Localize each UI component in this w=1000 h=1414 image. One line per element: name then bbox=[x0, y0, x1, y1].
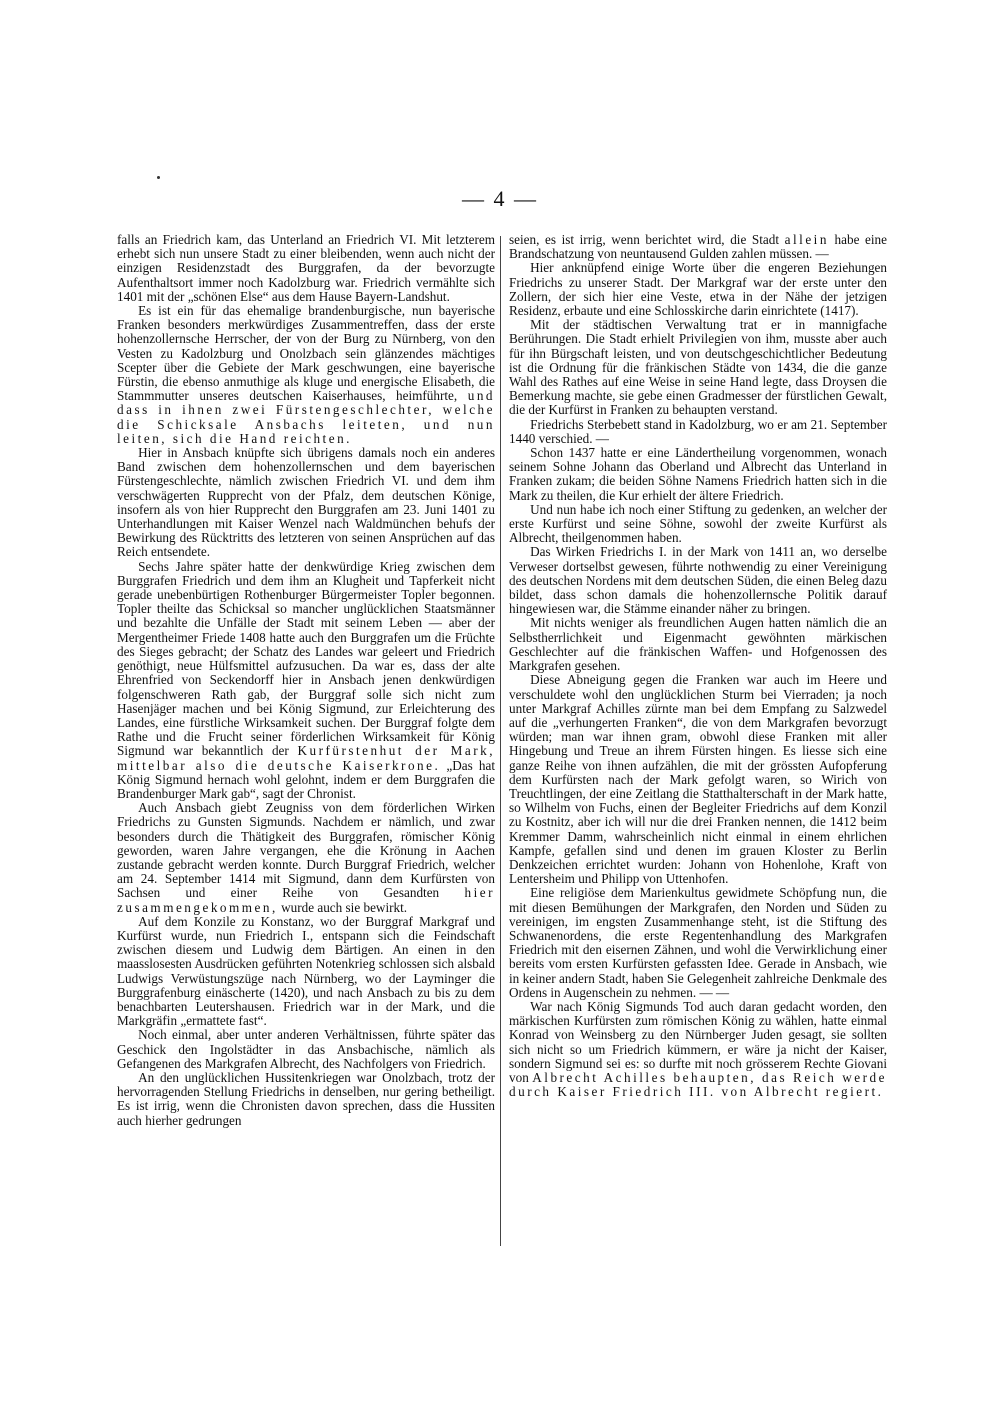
paragraph bbox=[509, 1000, 887, 1099]
paragraph-text: Hier anknüpfend einige Worte über die engeren Beziehungen Friedrichs zu unserer Stadt. Der Markgraf war der erste unter den Zollern, der sich hier eine Veste, etwa in der Nähe der jetzigen Residenz, erbaute und eine Schlosskirche darin einrichtete (1417). bbox=[509, 260, 887, 319]
paragraph-text: seien, es ist irrig, wenn berichtet wird, die Stadt bbox=[509, 232, 780, 247]
emphasized-text: Kurfürstenhut der Mark, mittelbar also die deutsche Kaiserkrone. bbox=[117, 743, 496, 773]
paragraph bbox=[117, 304, 495, 446]
paragraph-text: Mit nichts weniger als freundlichen Augen hatten nämlich die an Selbstherrlichkeit und Eigenmacht gewöhnten märkischen Geschlechter auf die fränkischen Waffen- und Hofgenossen des Markgrafen gesehen. bbox=[509, 615, 887, 674]
paragraph-text: War nach König Sigmunds Tod auch daran gedacht worden, den märkischen Kurfürsten zum römischen König zu wählen, hatte einmal Konrad von Weinsberg zu den Nürnberger Juden gesagt, sie sollten sich nicht so um Friedrich kümmern, er wäre ja nicht der Kaiser, sondern Sigmund sei es: so durfte mit noch grösserem Rechte Giovani von bbox=[509, 998, 887, 1085]
paragraph-text: Und nun habe ich noch einer Stiftung zu gedenken, an welcher der erste Kurfürst und seine Söhne, sowohl der zweite Kurfürst als Albrecht, theilgenommen haben. bbox=[509, 501, 887, 546]
paragraph-text: Auch Ansbach giebt Zeugniss von dem förderlichen Wirken Friedrichs zu Gunsten Sigmunds. Nachdem er nämlich, und zwar besonders durch die Thätigkeit des Burggrafen, römischer König geworden, waren Jahre vergangen, ehe die Krönung in Aachen zustande gebracht werden konnte. Durch Burggraf Friedrich, welcher am 24. September 1414 mit Sigmund, dann dem Kurfürsten von Sachsen und einer Reihe von Gesandten bbox=[117, 800, 495, 901]
paragraph bbox=[509, 446, 887, 503]
paragraph-text: Schon 1437 hatte er eine Ländertheilung vorgenommen, wonach seinem Sohne Johann das Oberland und Albrecht das Unterland in Franken zukam; die beiden Söhne Namens Friedrich hatten sich in die Mark zu theilen, die Kur erhielt der ältere Friedrich. bbox=[509, 445, 887, 503]
emphasized-text: Albrecht Achilles behaupten, das Reich werde durch Kaiser Friedrich III. von Albrecht regiert. bbox=[509, 1069, 887, 1100]
paragraph bbox=[509, 261, 887, 318]
stray-mark bbox=[157, 176, 160, 179]
left-column bbox=[117, 233, 495, 1128]
paragraph bbox=[117, 233, 495, 304]
paragraph bbox=[117, 915, 495, 1029]
paragraph bbox=[509, 673, 887, 886]
paragraph-text: An den unglücklichen Hussitenkriegen war Onolzbach, trotz der hervorragenden Stellung Friedrichs in denselben, nur gering betheiligt. Es ist irrig, wenn die Chronisten davon sprechen, dass die Hussiten auch hierher gedrungen bbox=[117, 1069, 495, 1128]
paragraph-text: Mit der städtischen Verwaltung trat er in mannigfache Berührungen. Die Stadt erhielt Privilegien von ihm, musste aber auch für ihn Bürgschaft leisten, und von deutschgeschichtlicher Bedeutung ist die Ordnung für die fränkischen Städte von 1434, die die ganze Wahl des Rathes auf eine Weise in seine Hand legte, dass Droysen die Bemerkung machte, sie gebe einen Gradmesser der fürstlichen Gewalt, die der Kurfürst in Franken zu behaupten verstand. bbox=[509, 317, 887, 418]
paragraph-text-tail: wurde auch sie bewirkt. bbox=[281, 899, 408, 915]
right-column bbox=[509, 233, 887, 1099]
paragraph bbox=[117, 801, 495, 915]
paragraph-text: Sechs Jahre später hatte der denkwürdige Krieg zwischen dem Burggrafen Friedrich und dem ihm an Klugheit und Tapferkeit nicht gerade unebenbürtigen Rothenburger Bürgermeister Topler begonnen. Topler theilte das Schicksal so mancher unglücklichen Staatsmänner und bezahlte die Unfälle der Stadt mit seinem Leben — aber der Mergentheimer Friede 1408 hatte auch den Burggrafen um die Früchte des Sieges gebracht; der Schatz des Landes war geleert und Friedrich genöthigt, neue Hülfsmittel aufzusuchen. Da war es, dass der alte Ehrenfried von Seckendorff hier in Ansbach jenen denkwürdigen folgenschweren Rath gab, der Burggraf solle sich nicht zum Hasenjäger machen und bei König Sigmund, zur Erleichterung des Landes, eine fürstliche Wirksamkeit suchen. Der Burggraf folgte dem Rathe und die Frucht seiner förderlichen Wirksamkeit für König Sigmund war bekanntlich der bbox=[117, 558, 495, 759]
paragraph bbox=[509, 886, 887, 1000]
paragraph bbox=[117, 1028, 495, 1071]
paragraph-text: Das Wirken Friedrichs I. in der Mark von 1411 an, wo derselbe Verweser dortselbst gewesen, führte nothwendig zu einer Vereinigung des deutschen Nordens mit dem deutschen Süden, die einen Beleg dazu bildet, dass schon damals die hohenzollernsche Politik darauf hingewiesen war, die Stämme einander näher zu bringen. bbox=[509, 544, 887, 617]
paragraph-text: Hier in Ansbach knüpfte sich übrigens damals noch ein anderes Band zwischen dem hohenzollernschen und dem bayerischen Fürstengeschlechte, nämlich zwischen Friedrich VI. und dem ihm verschwägerten Rupprecht von der Pfalz, dem deutschen Könige, insofern als von hier Rupprecht den Burggrafen am 23. Juni 1401 zu Unterhandlungen mit Kaiser Wenzel nach Waldmünchen behufs der Bewirkung des Rücktritts des letzteren von seinen Ansprüchen auf das Reich entsendete. bbox=[117, 445, 495, 560]
paragraph-text-tail: habe eine Brandschatzung von neuntausend Gulden zahlen müssen. — bbox=[509, 232, 888, 262]
paragraph-text: Es ist ein für das ehemalige brandenburgische, nun bayerische Franken besonders merkwürdiges Zusammentreffen, dass der erste hohenzollernsche Herrscher, der von der Burg zu Nürnberg, von den Vesten zu Kadolzburg und Onolzbach sein glänzendes mächtiges Scepter über die Gebiete der Mark geschwungen, eine bayerische Fürstin, die ebenso anmuthige als kluge und energische Elisabeth, die Stammmutter unseres deutschen Kaiserhauses, heimführte, bbox=[117, 303, 495, 404]
paragraph-text: Friedrichs Sterbebett stand in Kadolzburg, wo er am 21. September 1440 verschied. — bbox=[509, 416, 887, 446]
paragraph bbox=[117, 560, 495, 801]
emphasized-text: hier zusammengekommen, bbox=[117, 885, 495, 915]
paragraph bbox=[509, 616, 887, 673]
emphasized-text: allein bbox=[784, 232, 829, 247]
emphasized-text: und dass in ihnen zwei Fürstengeschlechter, welche die Schicksale Ansbachs leiteten, und nun leiten, sich die Hand reichten. bbox=[117, 388, 495, 446]
paragraph-text: falls an Friedrich kam, das Unterland an Friedrich VI. Mit letzterem erhebt sich nun unsere Stadt zu einer bleibenden, wenn auch nicht der einzigen Residenzstadt des Burggrafen, da der bevorzugte Aufenthaltsort immer noch Kadolzburg war. Friedrich vermählte sich 1401 mit der „schönen Else“ aus dem Hause Bayern-Landshut. bbox=[117, 232, 495, 304]
paragraph-text: Diese Abneigung gegen die Franken war auch im Heere und verschuldete wohl den unglücklichen Sturm bei Vierraden; ja noch unter Markgraf Achilles zürnte man bei dem Empfang zu Salzwedel auf die „verhungerten Franken“, die von dem Markgrafen bevorzugt würden; man war ihnen gram, obwohl diese Franken mit aller Hingebung und Treue an ihrem Fürsten hingen. Es liesse sich eine ganze Reihe von ihnen aufzählen, die mit der grössten Aufopferung dem Kurfürsten nach der Mark gefolgt waren, so Wirich von Treuchtlingen, der eine Zeitlang die Statthalterschaft in der Mark hatte, so Wilhelm von Fuchs, einen der Begleiter Friedrichs auf dem Konzil zu Kostnitz, aber ich will nur die drei Franken nennen, die 1412 beim Kremmer Damm, wahrscheinlich nicht einmal in einem ehrlichen Kampfe, gefallen sind und denen im grauen Kloster zu Berlin Denkzeichen errichtet wurden: Johann von Hohenlohe, Kraft von Lentersheim und Philipp von Uttenhofen. bbox=[509, 672, 887, 887]
paragraph bbox=[509, 418, 887, 446]
page-number: — 4 — bbox=[462, 186, 538, 211]
paragraph-text-tail: „Das hat König Sigmund hernach wohl gelohnt, indem er dem Burggrafen die Brandenburger Mark gab“, sagt der Chronist. bbox=[117, 757, 496, 801]
paragraph bbox=[117, 446, 495, 560]
column-divider bbox=[500, 236, 501, 1246]
paragraph bbox=[509, 318, 887, 417]
paragraph bbox=[509, 233, 887, 261]
paragraph bbox=[117, 1071, 495, 1128]
paragraph-text: Eine religiöse dem Marienkultus gewidmete Schöpfung nun, die mit diesen Bemühungen der Markgrafen, den Norden und Süden zu vereinigen, im engsten Zusammenhange steht, ist die Stiftung des Schwanenordens, die erste Regentenhandlung des Markgrafen Friedrich mit den eisernen Zähnen, und wohl die Verwirklichung einer bereits vom ersten Kurfürsten gefassten Idee. Gerade in Ansbach, wie in keiner andern Stadt, haben Sie Gelegenheit zahlreiche Denkmale des Ordens in Augenschein zu nehmen. — — bbox=[509, 885, 887, 1000]
paragraph bbox=[509, 503, 887, 546]
paragraph-text: Auf dem Konzile zu Konstanz, wo der Burggraf Markgraf und Kurfürst wurde, nun Friedrich I., entspann sich die Feindschaft zwischen diesem und Ludwig dem Bärtigen. An einen in den maasslosesten Ausdrücken geführten Notenkrieg schlossen sich alsbald Ludwigs Verwüstungszüge nach Nürnberg, wo der Layminger die Burggrafenburg einäscherte (1420), und nach Ansbach zu bis zu dem benachbarten Leutershausen. Friedrich war in der Mark, und die Markgräfin „ermattete fast“. bbox=[117, 913, 495, 1029]
paragraph-text: Noch einmal, aber unter anderen Verhältnissen, führte später das Geschick den Ingolstädter in das Ansbachische, nämlich als Gefangenen des Markgrafen Albrecht, des Nachfolgers von Friedrich. bbox=[117, 1027, 495, 1071]
paragraph bbox=[509, 545, 887, 616]
